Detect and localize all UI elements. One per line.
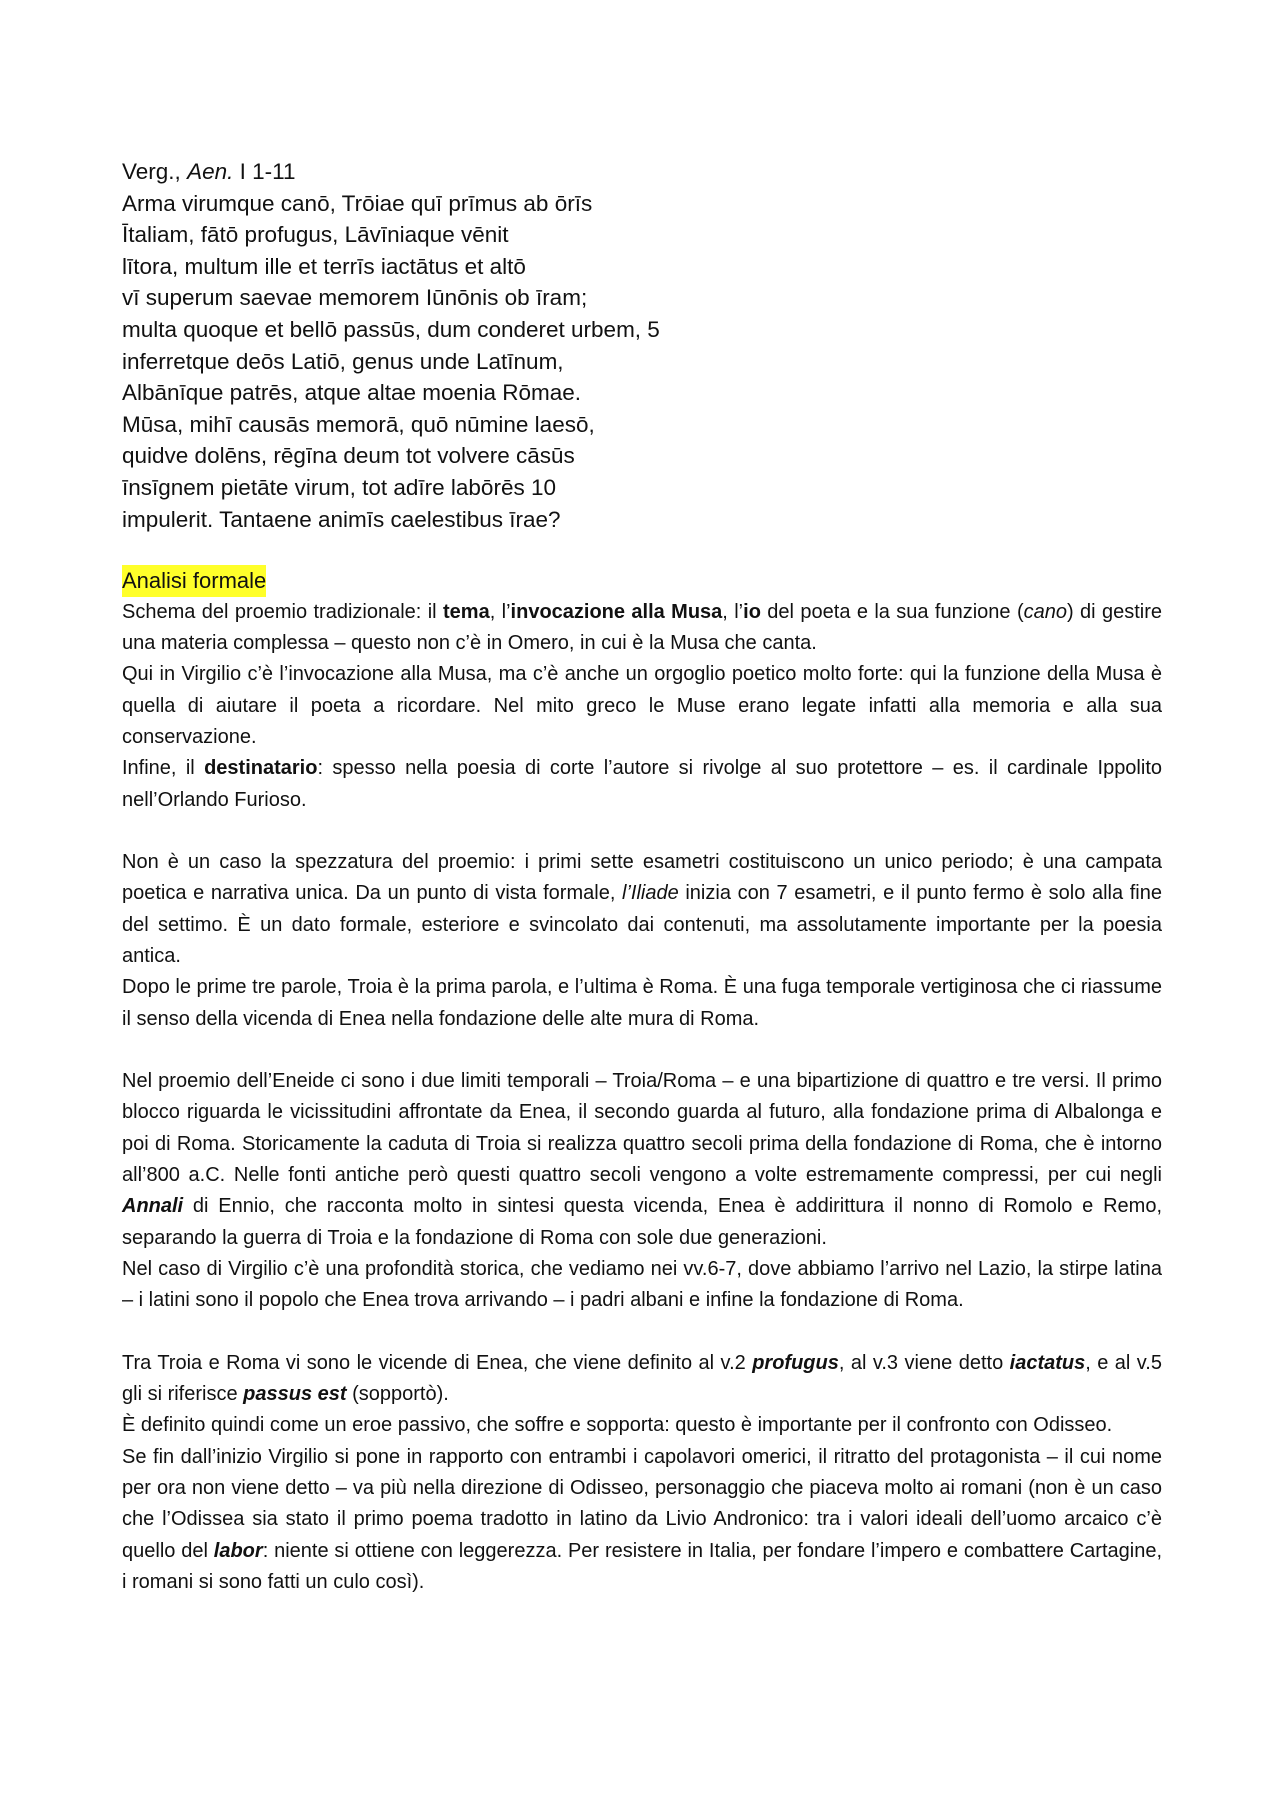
poem-line-1: Arma virumque canō, Trōiae quī prīmus ab ōrīs (122, 190, 593, 216)
paragraph-2: Qui in Virgilio c’è l’invocazione alla Musa, ma c’è anche un orgoglio poetico molto forte: qui la funzione della Musa è quella di aiutare il poeta a ricordare. Nel mito greco le Muse erano legate infatti alla memoria e alla sua conservazione. (122, 663, 1162, 748)
poem-line-5: multa quoque et bellō passūs, dum conderet urbem, 5 (122, 316, 660, 342)
poem-line-3: lītora, multum ille et terrīs iactātus et altō (122, 253, 526, 279)
citation-range: I 1-11 (239, 159, 296, 184)
paragraph-9: È definito quindi come un eroe passivo, che soffre e sopporta: questo è importante per il confronto con Odisseo. (122, 1414, 1113, 1437)
poem-line-4: vī superum saevae memorem Iūnōnis ob īram; (122, 285, 588, 311)
section-heading (122, 565, 1162, 597)
poem-line-6: inferretque deōs Latiō, genus unde Latīnum, (122, 348, 564, 374)
paragraph-1: Schema del proemio tradizionale: il tema, l’invocazione alla Musa, l’io del poeta e la sua funzione (cano) di gestire una materia complessa – questo non c’è in Omero, in cui è la Musa che canta. (122, 600, 1163, 655)
paragraph-6: Nel proemio dell’Eneide ci sono i due limiti temporali – Troia/Roma – e una bipartizione di quattro e tre versi. Il primo blocco riguarda le vicissitudini affrontate da Enea, il secondo guarda al futuro, alla fondazione prima di Albalonga e poi di Roma. Storicamente la caduta di Troia si realizza quattro secoli prima della fondazione di Roma, che è intorno all’800 a.C. Nelle fonti antiche però questi quattro secoli vengono a volte estremamente compressi, per cui negli Annali di Ennio, che racconta molto in sintesi questa vicenda, Enea è addirittura il nonno di Romolo e Remo, separando la guerra di Troia e la fondazione di Roma con sole due generazioni. (122, 1070, 1162, 1249)
paragraph-7: Nel caso di Virgilio c’è una profondità storica, che vediamo nei vv.6-7, dove abbiamo l’arrivo nel Lazio, la stirpe latina – i latini sono il popolo che Enea trova arrivando – i padri albani e infine la fondazione di Roma. (122, 1257, 1162, 1312)
poem-block (122, 156, 1162, 535)
citation-author: Verg., (122, 159, 181, 184)
poem-line-10: īnsīgnem pietāte virum, tot adīre labōrēs 10 (122, 474, 556, 500)
poem-line-7: Albānīque patrēs, atque altae moenia Rōmae. (122, 380, 582, 406)
poem-line-11: impulerit. Tantaene animīs caelestibus īrae? (122, 506, 561, 532)
citation-work: Aen. (187, 159, 234, 184)
paragraph-10: Se fin dall’inizio Virgilio si pone in rapporto con entrambi i capolavori omerici, il ritratto del protagonista – il cui nome per ora non viene detto – va più nella direzione di Odisseo, personaggio che piaceva molto ai romani (non è un caso che l’Odissea sia stato il primo poema tradotto in latino da Livio Andronico: tra i valori ideali dell’uomo arcaico c’è quello del labor: niente si ottiene con leggerezza. Per resistere in Italia, per fondare l’impero e combattere Cartagine, i romani si sono fatti un culo così). (122, 1445, 1163, 1593)
section-title: Analisi formale (122, 565, 266, 597)
paragraph-3: Infine, il destinatario: spesso nella poesia di corte l’autore si rivolge al suo protettore – es. il cardinale Ippolito nell’Orlando Furioso. (122, 757, 1163, 811)
paragraph-5: Dopo le prime tre parole, Troia è la prima parola, e l’ultima è Roma. È una fuga temporale vertiginosa che ci riassume il senso della vicenda di Enea nella fondazione delle alte mura di Roma. (122, 976, 1162, 1030)
paragraph-8: Tra Troia e Roma vi sono le vicende di Enea, che viene definito al v.2 profugus, al v.3 viene detto iactatus, e al v.5 gli si riferisce passus est (sopportò). (122, 1351, 1162, 1406)
poem-line-2: Ītaliam, fātō profugus, Lāvīniaque vēnit (122, 222, 509, 248)
poem-line-8: Mūsa, mihī causās memorā, quō nūmine laesō, (122, 411, 595, 437)
paragraph-4: Non è un caso la spezzatura del proemio: i primi sette esametri costituiscono un unico periodo; è una campata poetica e narrativa unica. Da un punto di vista formale, l’Iliade inizia con 7 esametri, e il punto fermo è solo alla fine del settimo. È un dato formale, esteriore e svincolato dai contenuti, ma assolutamente importante per la poesia antica. (122, 851, 1162, 967)
poem-line-9: quidve dolēns, rēgīna deum tot volvere cāsūs (122, 443, 575, 469)
analysis-body (122, 597, 1162, 1599)
citation (122, 156, 1162, 188)
document-content (122, 156, 1162, 1598)
